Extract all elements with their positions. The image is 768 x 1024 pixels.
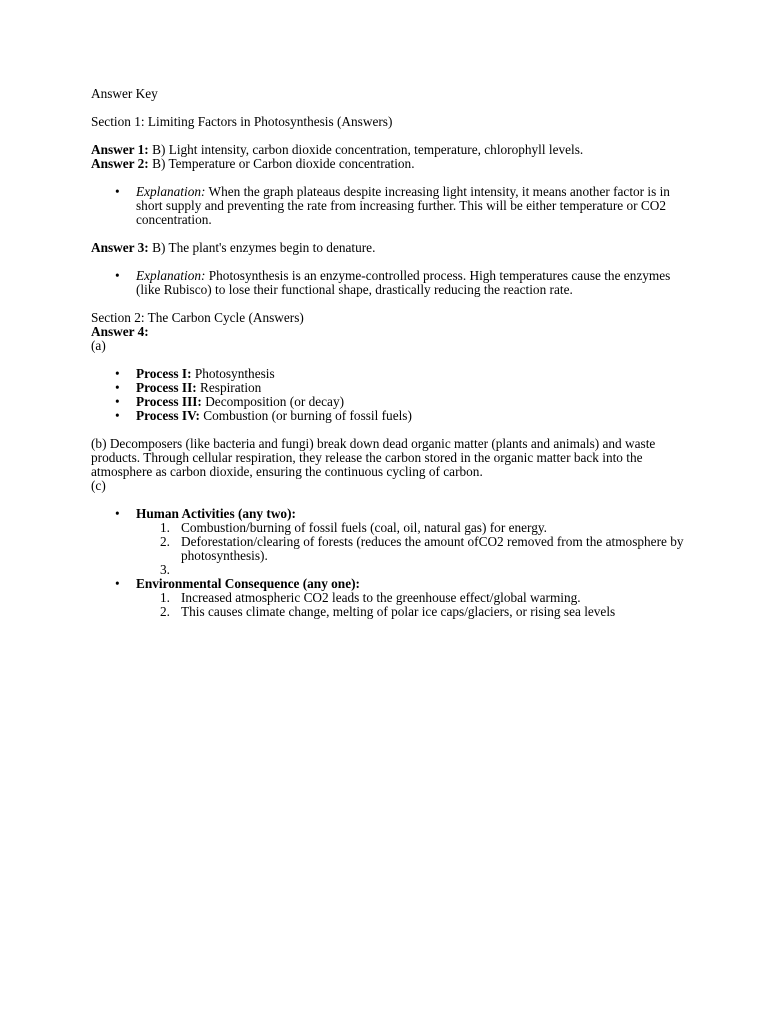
- list-item: [91, 577, 691, 619]
- list-item: [91, 367, 691, 381]
- explanation-3-text: Photosynthesis is an enzyme-controlled process. High temperatures cause the enzymes (like Rubisco) to lose their functional shape, drastically reducing the reaction rate.: [136, 268, 671, 297]
- process-label: Process IV:: [136, 408, 200, 423]
- list-item: [136, 605, 691, 619]
- process-text: Decomposition (or decay): [201, 394, 345, 409]
- answer-4-label: [91, 325, 691, 339]
- list-item: [91, 381, 691, 395]
- explanation-2: [91, 185, 691, 227]
- explanation-2-label: Explanation:: [136, 184, 206, 199]
- item-text: This causes climate change, melting of polar ice caps/glaciers, or rising sea levels: [181, 604, 616, 619]
- part-c-label: (c): [91, 478, 106, 493]
- page-title: Answer Key: [91, 86, 158, 101]
- process-list: [91, 367, 691, 423]
- process-text: Respiration: [196, 380, 262, 395]
- part-a-label: (a): [91, 338, 106, 353]
- item-text: Deforestation/clearing of forests (reduces the amount ofCO2 removed from the atmosphere by photosynthesis).: [181, 534, 684, 563]
- consequence-list: [136, 591, 691, 619]
- section2-heading: Section 2: The Carbon Cycle (Answers): [91, 310, 304, 325]
- list-item: [91, 409, 691, 423]
- part-b-paragraph: (b) Decomposers (like bacteria and fungi) break down dead organic matter (plants and animals) and waste products. Through cellular respiration, they release the carbon stored in the organic matter back into the atmosphere as carbon dioxide, ensuring the continuous cycling of carbon.: [91, 436, 656, 479]
- explanation-3: [91, 269, 691, 297]
- answer-2-text: B) Temperature or Carbon dioxide concentration.: [148, 156, 415, 171]
- item-number: 2.: [160, 604, 170, 619]
- answer-1-label: Answer 1:: [91, 142, 149, 157]
- document-body: [91, 87, 691, 619]
- list-item: [91, 507, 691, 577]
- explanation-2-list: [91, 185, 691, 227]
- answer-3: [91, 241, 691, 255]
- item-text: Combustion/burning of fossil fuels (coal, oil, natural gas) for energy.: [181, 520, 547, 535]
- process-label: Process II:: [136, 380, 197, 395]
- answer-3-label: Answer 3:: [91, 240, 149, 255]
- item-number: 2.: [160, 534, 170, 549]
- item-text: Increased atmospheric CO2 leads to the greenhouse effect/global warming.: [181, 590, 581, 605]
- explanation-2-text: When the graph plateaus despite increasing light intensity, it means another factor is in short supply and preventing the rate from increasing further. This will be either temperature or CO2 concentration.: [136, 184, 670, 227]
- answer-2: [91, 157, 691, 171]
- item-number: 3.: [160, 562, 170, 577]
- answer-4-label-text: Answer 4:: [91, 324, 149, 339]
- list-item: [136, 563, 691, 577]
- consequence-label: Environmental Consequence (any one):: [136, 576, 360, 591]
- explanation-3-list: [91, 269, 691, 297]
- human-activities-label: Human Activities (any two):: [136, 506, 296, 521]
- process-label: Process I:: [136, 366, 192, 381]
- list-item: [136, 591, 691, 605]
- item-number: 1.: [160, 590, 170, 605]
- explanation-3-label: Explanation:: [136, 268, 206, 283]
- answer-1-text: B) Light intensity, carbon dioxide concentration, temperature, chlorophyll levels.: [148, 142, 584, 157]
- human-activities-list: [136, 521, 691, 577]
- answer-2-label: Answer 2:: [91, 156, 149, 171]
- list-item: [91, 395, 691, 409]
- item-number: 1.: [160, 520, 170, 535]
- section1-heading: Section 1: Limiting Factors in Photosynthesis (Answers): [91, 114, 393, 129]
- process-text: Photosynthesis: [191, 366, 275, 381]
- process-text: Combustion (or burning of fossil fuels): [199, 408, 412, 423]
- answer-3-text: B) The plant's enzymes begin to denature.: [148, 240, 376, 255]
- answer-1: [91, 143, 691, 157]
- list-item: [136, 535, 691, 563]
- part-c-list: [91, 507, 691, 619]
- list-item: [136, 521, 691, 535]
- process-label: Process III:: [136, 394, 202, 409]
